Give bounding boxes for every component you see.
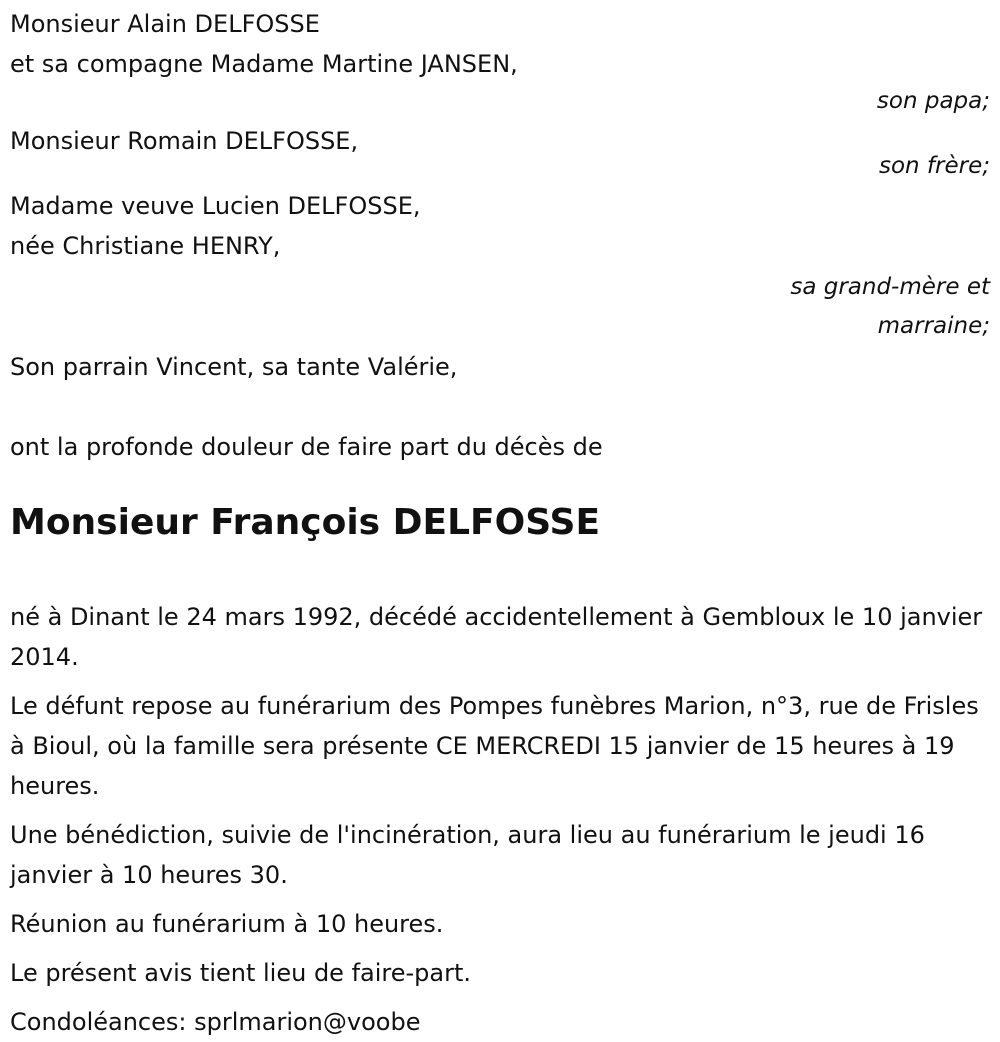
notice-paragraph: Le présent avis tient lieu de faire-part. — [10, 959, 472, 987]
grandmother-role-line1: sa grand-mère et — [790, 274, 990, 300]
ceremony-paragraph: Une bénédiction, suivie de l'incinération, aura lieu au funérarium le jeudi 16 janvier à 10 heures 30. — [10, 821, 925, 889]
grandmother-role-line2: marraine; — [877, 313, 990, 339]
condolences-paragraph: Condoléances: sprlmarion@voobe — [10, 1008, 421, 1036]
brother-role: son frère; — [878, 153, 990, 179]
brother-name-line: Monsieur Romain DELFOSSE, — [10, 127, 359, 155]
meeting-paragraph: Réunion au funérarium à 10 heures. — [10, 910, 444, 938]
deceased-name: Monsieur François DELFOSSE — [10, 502, 601, 543]
birth-death-paragraph: né à Dinant le 24 mars 1992, décédé accidentellement à Gembloux le 10 janvier 2014. — [10, 603, 983, 671]
visitation-paragraph: Le défunt repose au funérarium des Pompes funèbres Marion, n°3, rue de Frisles à Bioul, où la famille sera présente CE MERCREDI 15 janvier de 15 heures à 19 heures. — [10, 692, 979, 800]
father-name-line: Monsieur Alain DELFOSSE — [10, 10, 320, 38]
grandmother-name-line: Madame veuve Lucien DELFOSSE, — [10, 192, 421, 220]
father-role: son papa; — [876, 88, 990, 114]
father-partner-line: et sa compagne Madame Martine JANSEN, — [10, 50, 518, 78]
announcement-intro: ont la profonde douleur de faire part du décès de — [10, 433, 603, 461]
grandmother-maiden-line: née Christiane HENRY, — [10, 232, 281, 260]
godparents-line: Son parrain Vincent, sa tante Valérie, — [10, 353, 458, 381]
spacer — [10, 547, 990, 597]
